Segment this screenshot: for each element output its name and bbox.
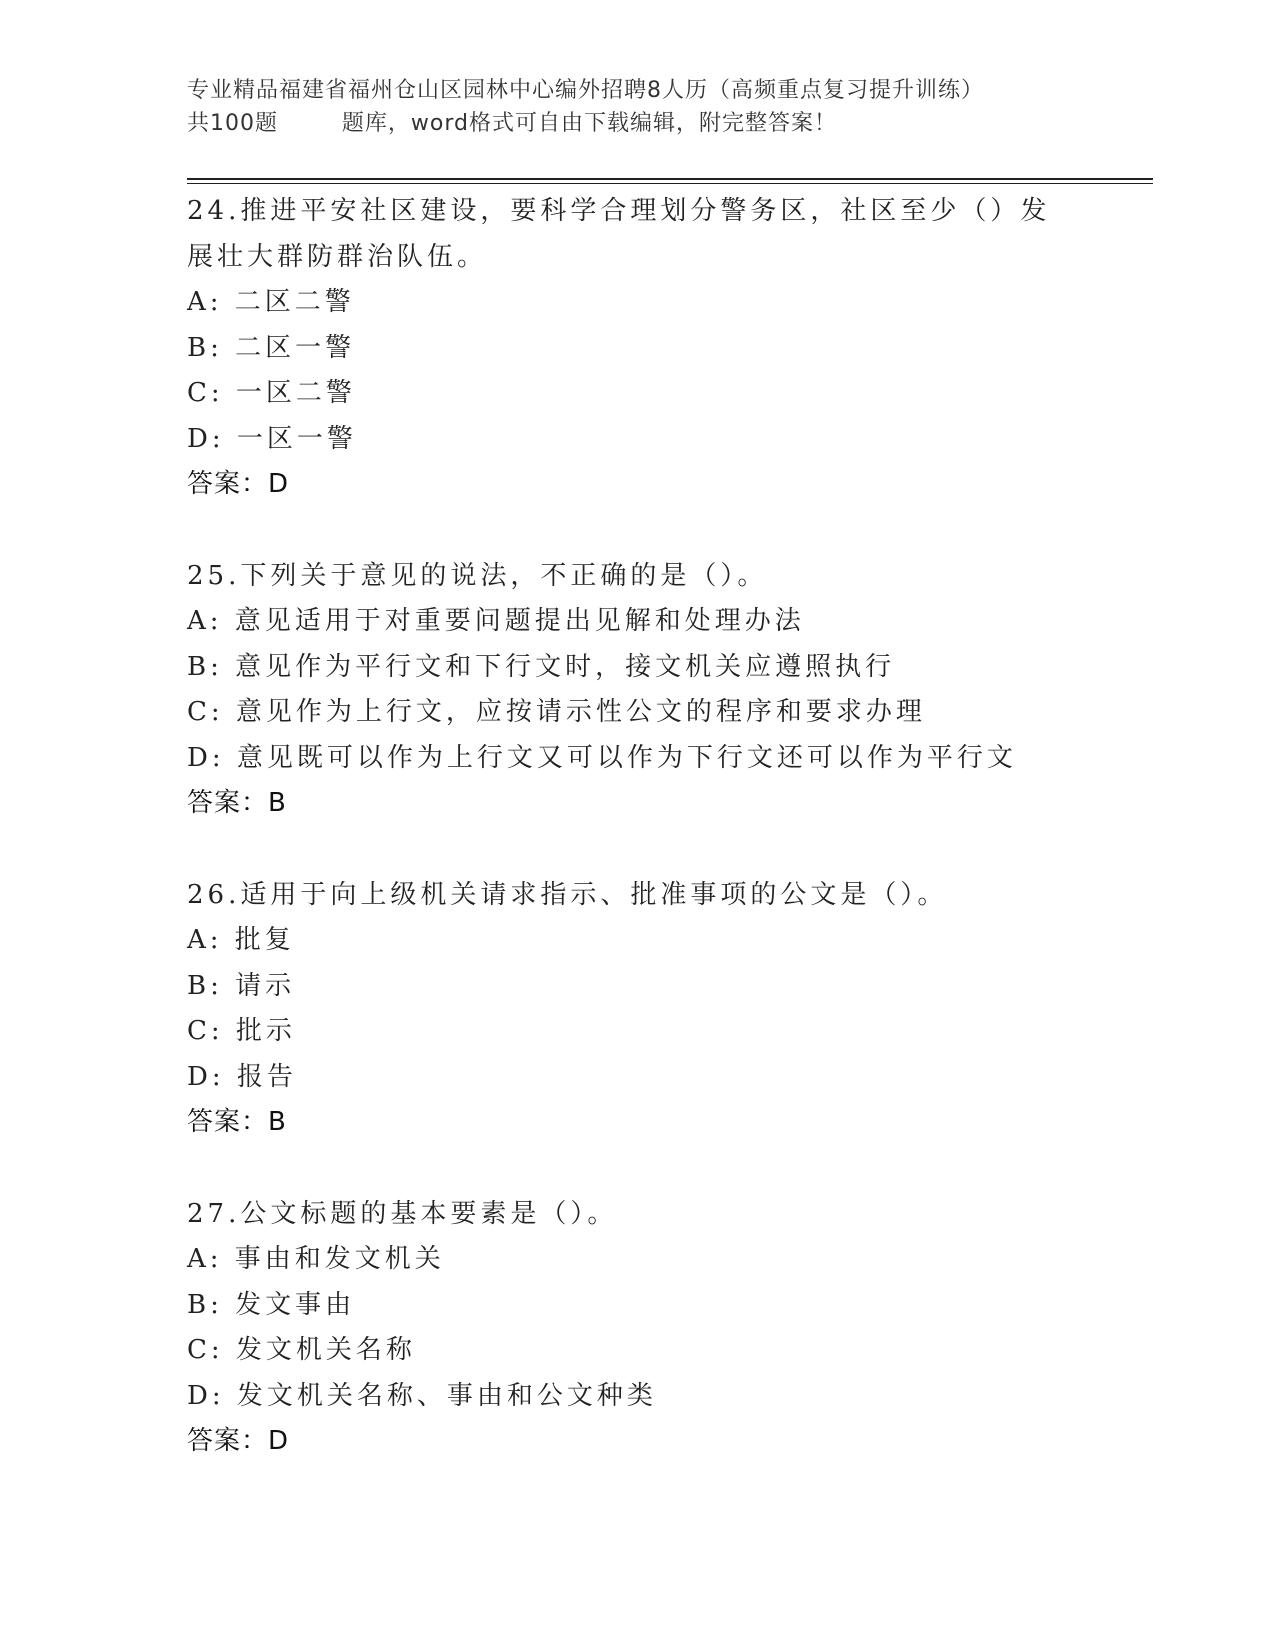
option-c: C: 发文机关名称 [187,1335,416,1365]
option-d: D: 发文机关名称、事由和公文种类 [187,1380,657,1411]
option-c: C: 批示 [187,1016,296,1046]
option-a: A: 意见适用于对重要问题提出见解和处理办法 [187,606,805,636]
document-header [187,74,1147,140]
answer-line: 答案：B [187,788,287,818]
option-a: A: 批复 [187,925,295,955]
option-a: A: 二区二警 [187,287,355,317]
option-c: C: 一区二警 [187,378,356,408]
question-stem: 27.公文标题的基本要素是（）。 [187,1198,618,1229]
header-divider-thick [187,178,1153,180]
option-b: B: 请示 [187,970,296,1001]
question-24 [187,189,1087,508]
question-stem: 24.推进平安社区建设，要科学合理划分警务区，社区至少（）发展壮大群防群治队伍。 [187,196,1051,272]
header-subtitle: 共100题 题库，word格式可自由下载编辑，附完整答案！ [187,111,838,136]
question-25 [187,554,1087,827]
option-b: B: 发文事由 [187,1289,356,1320]
answer-line: 答案：D [187,1426,290,1456]
option-d: D: 一区一警 [187,423,357,454]
answer-line: 答案：B [187,1107,287,1137]
option-d: D: 报告 [187,1061,297,1092]
question-list [187,189,1087,1511]
question-stem: 25.下列关于意见的说法，不正确的是（）。 [187,560,768,591]
option-c: C: 意见作为上行文，应按请示性公文的程序和要求办理 [187,697,926,727]
question-stem: 26.适用于向上级机关请求指示、批准事项的公文是（）。 [187,879,948,910]
question-27 [187,1192,1087,1465]
option-d: D: 意见既可以作为上行文又可以作为下行文还可以作为平行文 [187,742,1017,773]
option-b: B: 二区一警 [187,332,356,363]
answer-line: 答案：D [187,469,290,499]
option-a: A: 事由和发文机关 [187,1244,445,1274]
header-divider-thin [187,183,1153,184]
header-title: 专业精品福建省福州仓山区园林中心编外招聘8人历（高频重点复习提升训练） [187,78,984,103]
question-26 [187,873,1087,1146]
option-b: B: 意见作为平行文和下行文时，接文机关应遵照执行 [187,651,896,682]
